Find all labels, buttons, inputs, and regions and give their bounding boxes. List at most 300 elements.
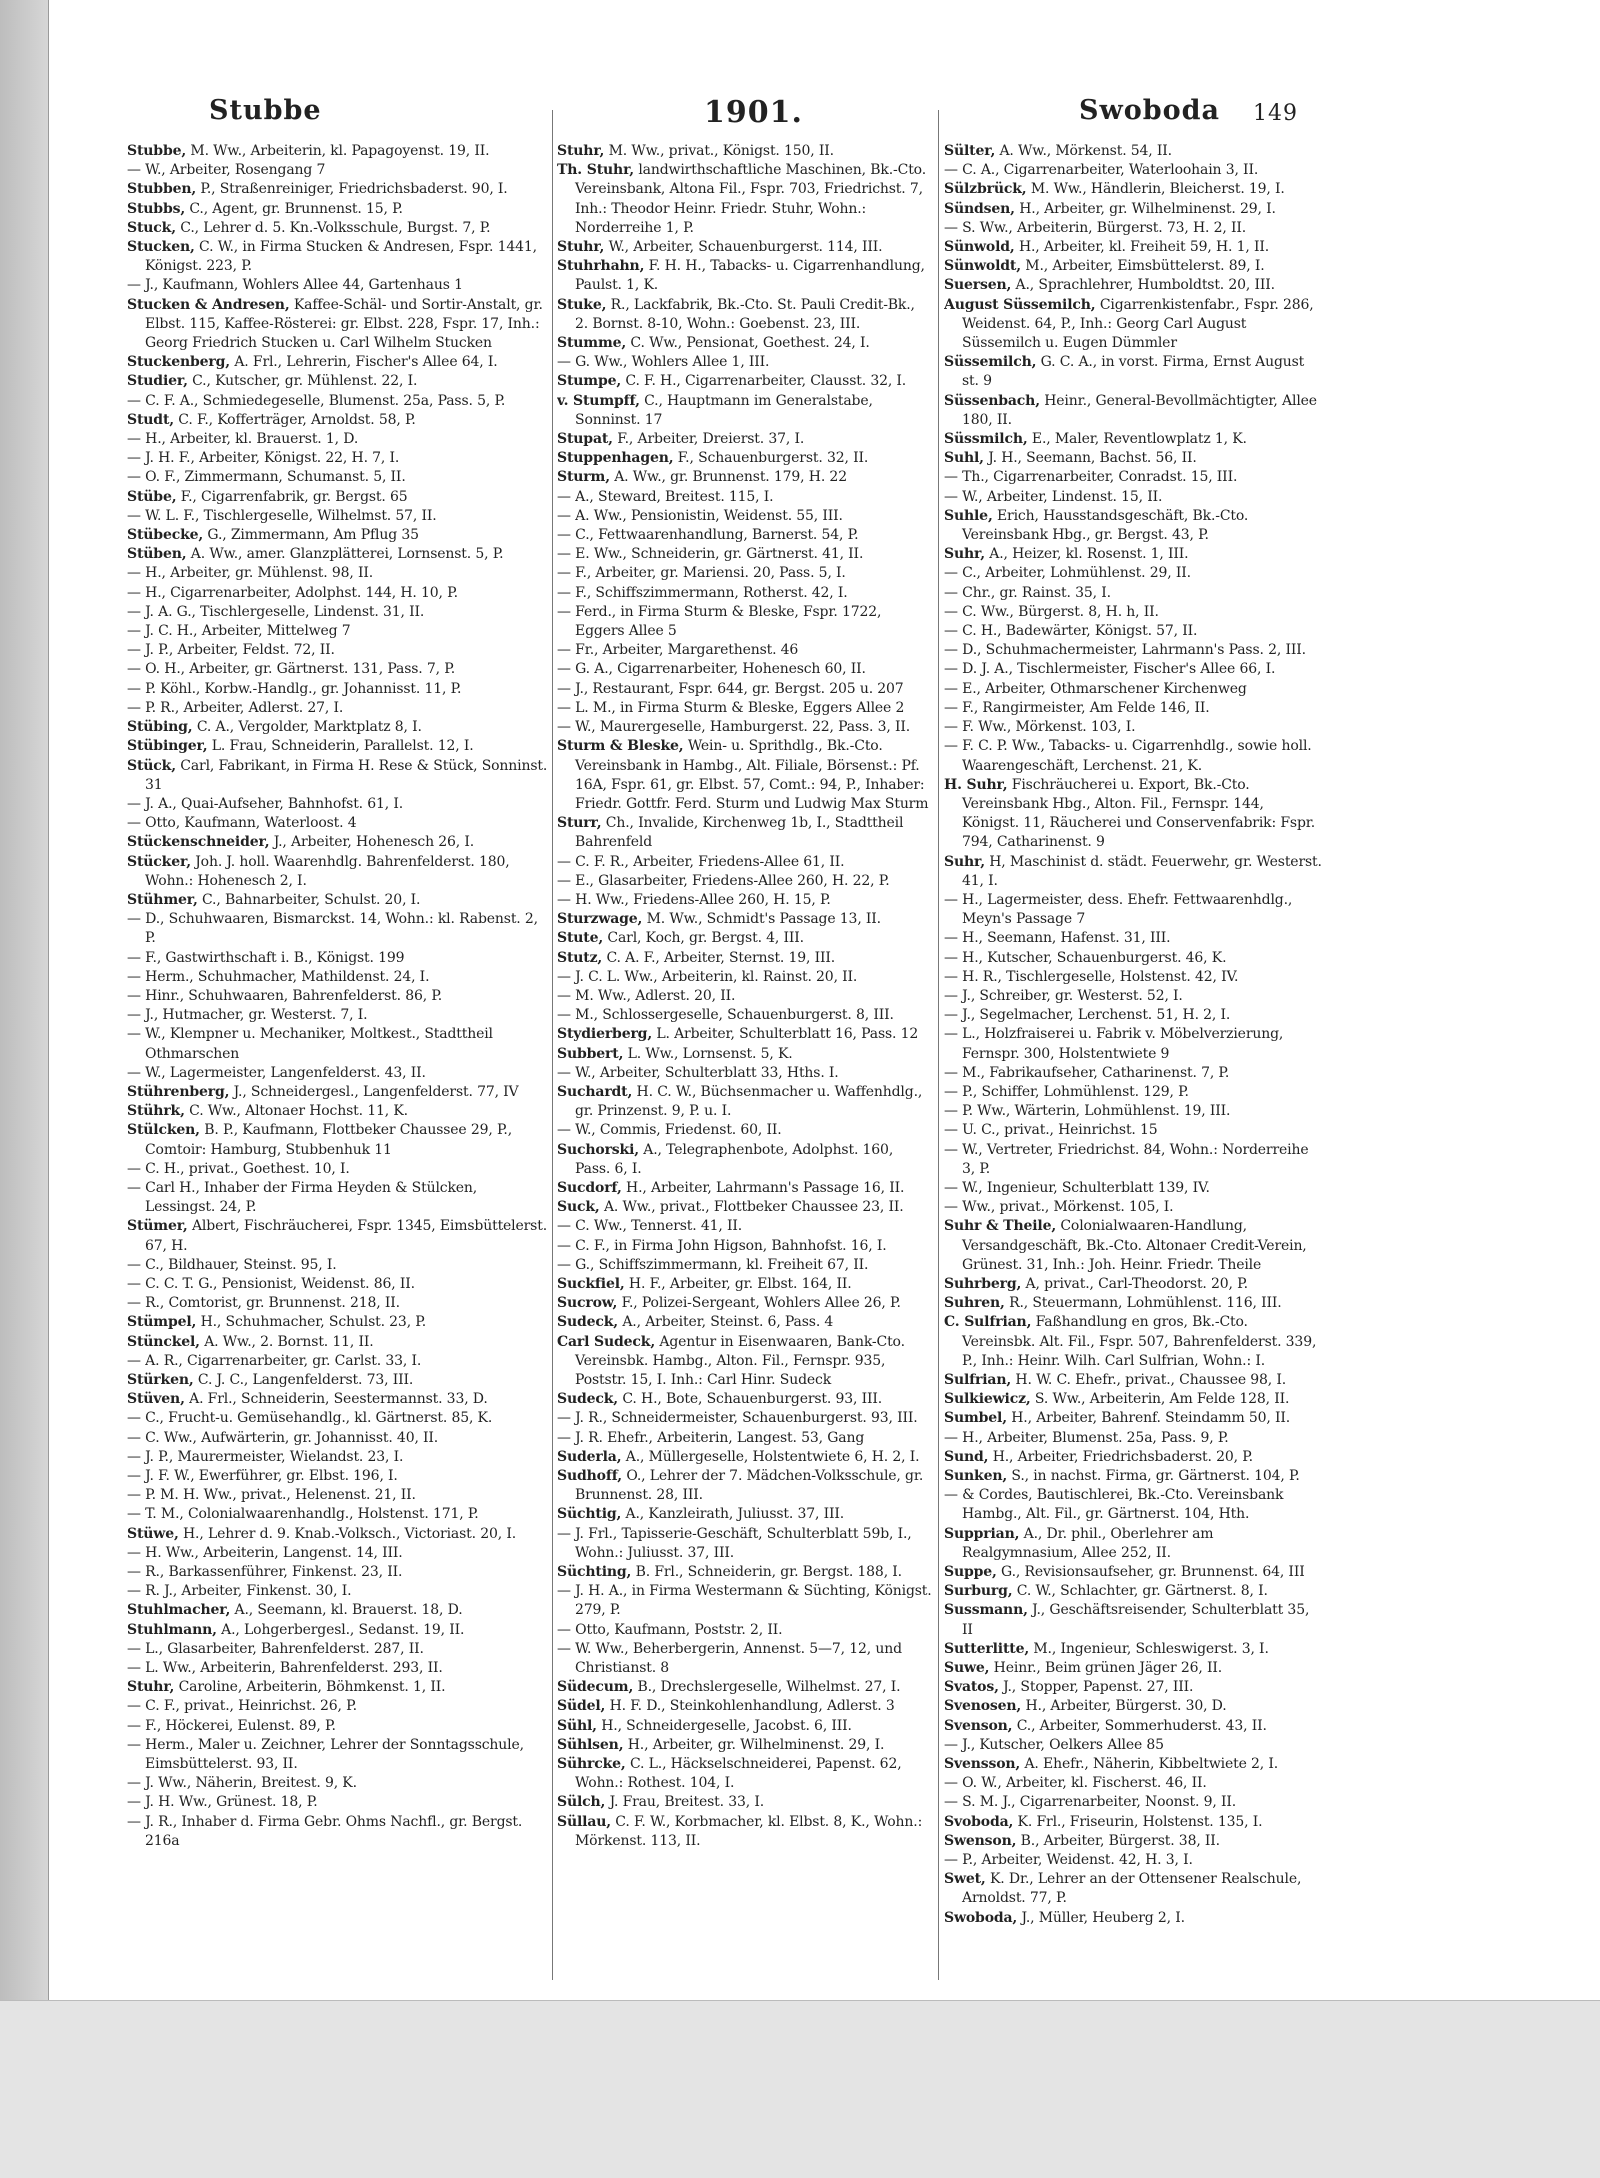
directory-entry xyxy=(944,1659,1324,1678)
directory-entry xyxy=(557,1467,932,1505)
directory-entry xyxy=(127,296,549,354)
directory-entry xyxy=(127,718,549,737)
entry-details: — J. F. W., Ewerführer, gr. Elbst. 196, I. xyxy=(127,1468,398,1485)
entry-name: Stutz, xyxy=(557,949,603,966)
entry-name: Stümpel, xyxy=(127,1314,197,1331)
entry-details: — F., Schiffszimmermann, Rotherst. 42, I. xyxy=(557,584,848,601)
directory-entry xyxy=(557,161,932,238)
directory-entry xyxy=(127,1563,549,1582)
entry-details: — F. Ww., Mörkenst. 103, I. xyxy=(944,719,1136,736)
entry-name: Sulfrian, xyxy=(944,1372,1012,1388)
entry-details: A. Ww., gr. Brunnenst. 179, H. 22 xyxy=(609,469,847,486)
header-year: 1901. xyxy=(704,95,803,130)
entry-details: — F., Höckerei, Eulenst. 89, P. xyxy=(127,1717,336,1734)
directory-entry xyxy=(127,1390,549,1409)
directory-entry xyxy=(557,1505,932,1524)
entry-name: Svatos, xyxy=(944,1679,999,1696)
entry-name: Sührcke, xyxy=(557,1756,626,1773)
entry-details: — Herm., Schuhmacher, Mathildenst. 24, I. xyxy=(127,968,430,985)
directory-entry xyxy=(557,929,932,948)
directory-entry xyxy=(127,949,549,968)
directory-entry xyxy=(944,1390,1324,1409)
directory-entry xyxy=(557,680,932,699)
entry-name: Sudeck, xyxy=(557,1314,619,1331)
directory-entry xyxy=(557,718,932,737)
directory-entry xyxy=(127,1294,549,1313)
entry-details: C. W., Schlachter, gr. Gärtnerst. 8, I. xyxy=(1012,1583,1268,1600)
entry-name: Sünwoldt, xyxy=(944,258,1021,275)
entry-name: Studt, xyxy=(127,411,174,428)
directory-entry xyxy=(127,1409,549,1428)
entry-name: Stupat, xyxy=(557,431,613,448)
entry-details: A. Frl., Schneiderin, Seestermannst. 33, D. xyxy=(184,1391,488,1408)
entry-details: Wein- u. Sprithdlg., Bk.-Cto. Vereinsbank in Hambg., Alt. Filiale, Börsenst.: Pf. 16A, Fspr. 61, gr. Elbst. 57, Comt.: 94, P., Inhaber: Friedr. Gottfr. Ferd. Sturm und Ludwig Max Sturm xyxy=(575,738,929,812)
directory-entry xyxy=(944,1064,1324,1083)
entry-details: F., Schauenburgerst. 32, II. xyxy=(673,450,869,467)
directory-entry xyxy=(944,1371,1324,1390)
entry-details: — C. F. A., Schmiedegeselle, Blumenst. 25a, Pass. 5, P. xyxy=(127,392,506,409)
directory-entry xyxy=(944,891,1324,929)
directory-entry xyxy=(557,1294,932,1313)
entry-details: — P. M. H. Ww., privat., Helenenst. 21, II. xyxy=(127,1487,416,1504)
entry-details: — S. Ww., Arbeiterin, Bürgerst. 73, H. 2, II. xyxy=(944,219,1247,236)
directory-entry xyxy=(944,1467,1324,1486)
entry-name: Surburg, xyxy=(944,1583,1013,1600)
directory-entry xyxy=(944,1102,1324,1121)
entry-details: — Fr., Arbeiter, Margarethenst. 46 xyxy=(557,642,799,659)
entry-name: Suhren, xyxy=(944,1295,1005,1312)
entry-name: Stute, xyxy=(557,930,604,947)
entry-details: Carl, Koch, gr. Bergst. 4, III. xyxy=(603,930,804,947)
directory-entry xyxy=(127,1697,549,1716)
directory-entry xyxy=(127,238,549,276)
entry-details: — P. Köhl., Korbw.-Handlg., gr. Johannisst. 11, P. xyxy=(127,680,462,697)
entry-details: — D. J. A., Tischlermeister, Fischer's Allee 66, I. xyxy=(944,661,1276,678)
entry-details: H., Arbeiter, Friedrichsbaderst. 20, P. xyxy=(988,1448,1253,1465)
entry-details: J., Arbeiter, Hohenesch 26, I. xyxy=(269,834,475,851)
entry-details: M. Ww., Schmidt's Passage 13, II. xyxy=(642,911,881,928)
entry-name: Stubbs, xyxy=(127,200,186,217)
directory-entry xyxy=(557,1563,932,1582)
directory-entry xyxy=(557,891,932,910)
directory-entry xyxy=(127,910,549,948)
entry-details: — C., Frucht-u. Gemüsehandlg., kl. Gärtnerst. 85, K. xyxy=(127,1410,493,1427)
entry-details: C., Arbeiter, Sommerhuderst. 43, II. xyxy=(1012,1717,1267,1734)
directory-entry xyxy=(944,353,1324,391)
entry-name: Stumme, xyxy=(557,335,627,352)
directory-entry xyxy=(557,641,932,660)
directory-entry xyxy=(127,853,549,891)
entry-details: — P., Arbeiter, Weidenst. 42, H. 3, I. xyxy=(944,1852,1193,1869)
directory-entry xyxy=(944,737,1324,775)
entry-name: Suppe, xyxy=(944,1564,997,1581)
directory-entry xyxy=(127,1640,549,1659)
entry-name: Suhr & Theile, xyxy=(944,1218,1057,1235)
entry-details: A. Ww., privat., Flottbeker Chaussee 23, II. xyxy=(599,1199,904,1216)
directory-entry xyxy=(127,449,549,468)
entry-name: Stuhlmacher, xyxy=(127,1602,231,1619)
entry-details: A. Ehefr., Näherin, Kibbeltwiete 2, I. xyxy=(1020,1756,1279,1773)
directory-entry xyxy=(557,1390,932,1409)
directory-entry xyxy=(944,699,1324,718)
directory-entry xyxy=(944,1678,1324,1697)
directory-entry xyxy=(944,1141,1324,1179)
entry-details: J., Schneidergesl., Langenfelderst. 77, IV xyxy=(229,1083,519,1100)
entry-details: Carl, Fabrikant, in Firma H. Rese & Stück, Sonninst. 31 xyxy=(145,757,548,793)
entry-details: — Otto, Kaufmann, Waterloost. 4 xyxy=(127,815,357,832)
entry-details: — R., Comtorist, gr. Brunnenst. 218, II. xyxy=(127,1295,400,1312)
entry-details: A., Seemann, kl. Brauerst. 18, D. xyxy=(230,1602,463,1619)
entry-details: H., Arbeiter, gr. Wilhelminenst. 29, I. xyxy=(1014,200,1276,217)
column-rule-1 xyxy=(552,110,553,1980)
directory-entry xyxy=(557,699,932,718)
entry-name: Südecum, xyxy=(557,1679,634,1696)
directory-entry xyxy=(944,1217,1324,1275)
entry-details: J., Stopper, Papenst. 27, III. xyxy=(998,1679,1194,1696)
entry-details: Heinr., General-Bevollmächtigter, Allee 180, II. xyxy=(962,392,1317,428)
entry-details: — J. C. H., Arbeiter, Mittelweg 7 xyxy=(127,623,351,640)
directory-entry xyxy=(557,987,932,1006)
entry-details: Kaffee-Schäl- und Sortir-Anstalt, gr. Elbst. 115, Kaffee-Rösterei: gr. Elbst. 228, Fspr. 17, Inh.: Georg Friedrich Stucken u. Carl Wilhelm Stucken xyxy=(145,296,543,352)
entry-details: S. Ww., Arbeiterin, Am Felde 128, II. xyxy=(1030,1391,1290,1408)
directory-entry xyxy=(944,1486,1324,1524)
entry-details: — C., Fettwaarenhandlung, Barnerst. 54, P. xyxy=(557,527,859,544)
directory-entry xyxy=(557,910,932,929)
entry-name: Svenosen, xyxy=(944,1698,1022,1715)
entry-details: — J. H. Ww., Grünest. 18, P. xyxy=(127,1794,318,1811)
directory-entry xyxy=(557,1064,932,1083)
entry-details: — J. H. F., Arbeiter, Königst. 22, H. 7, I. xyxy=(127,450,400,467)
directory-entry xyxy=(557,1025,932,1044)
entry-details: — C. Ww., Tennerst. 41, II. xyxy=(557,1218,743,1235)
entry-details: — H. Ww., Arbeiterin, Langenst. 14, III. xyxy=(127,1544,403,1561)
entry-name: August Süssemilch, xyxy=(944,296,1096,313)
directory-entry xyxy=(557,872,932,891)
directory-entry xyxy=(557,238,932,257)
entry-details: H. W. C. Ehefr., privat., Chaussee 98, I. xyxy=(1011,1372,1287,1388)
entry-details: M. Ww., privat., Königst. 150, II. xyxy=(604,143,834,159)
entry-name: Sturzwage, xyxy=(557,911,643,928)
directory-entry xyxy=(127,180,549,199)
entry-details: Albert, Fischräucherei, Fspr. 1345, Eimsbüttelerst. 67, H. xyxy=(145,1218,547,1254)
entry-name: H. Suhr, xyxy=(944,776,1008,793)
directory-entry xyxy=(557,488,932,507)
directory-entry xyxy=(557,545,932,564)
directory-entry xyxy=(944,161,1324,180)
directory-entry xyxy=(127,353,549,372)
directory-entry xyxy=(127,1102,549,1121)
entry-name: Sunken, xyxy=(944,1468,1008,1485)
directory-entry xyxy=(944,1697,1324,1716)
entry-details: Agentur in Eisenwaaren, Bank-Cto. Vereinsbk. Hambg., Alton. Fil., Fernspr. 935, Poststr. 15, I. Inh.: Carl Hinr. Sudeck xyxy=(575,1333,905,1388)
entry-name: Stübe, xyxy=(127,488,177,505)
entry-details: O., Lehrer der 7. Mädchen-Volksschule, gr. Brunnenst. 28, III. xyxy=(575,1468,924,1504)
directory-entry xyxy=(557,1409,932,1428)
entry-details: C. H., Bote, Schauenburgerst. 93, III. xyxy=(618,1391,883,1408)
directory-entry xyxy=(944,1640,1324,1659)
directory-entry xyxy=(557,1621,932,1640)
entry-name: Sumbel, xyxy=(944,1410,1007,1427)
directory-entry xyxy=(127,411,549,430)
entry-details: C. A., Vergolder, Marktplatz 8, I. xyxy=(192,719,422,736)
entry-name: Sudhoff, xyxy=(557,1468,623,1485)
entry-details: C. F. W., Korbmacher, kl. Elbst. 8, K., Wohn.: Mörkenst. 113, II. xyxy=(575,1813,923,1849)
directory-entry xyxy=(557,1313,932,1332)
entry-details: S., in nachst. Firma, gr. Gärtnerst. 104, P. xyxy=(1007,1468,1300,1485)
entry-details: — J., Restaurant, Fspr. 644, gr. Bergst. 205 u. 207 xyxy=(557,680,904,697)
entry-details: — M., Schlossergeselle, Schauenburgerst. 8, III. xyxy=(557,1007,894,1024)
entry-details: — C. H., Badewärter, Königst. 57, II. xyxy=(944,623,1198,640)
entry-details: W., Arbeiter, Schauenburgerst. 114, III. xyxy=(604,239,883,256)
directory-entry xyxy=(944,776,1324,853)
entry-details: — T. M., Colonialwaarenhandlg., Holstenst. 171, P. xyxy=(127,1506,479,1523)
entry-details: R., Steuermann, Lohmühlenst. 116, III. xyxy=(1004,1295,1282,1312)
column-rule-2 xyxy=(938,110,939,1980)
directory-entry xyxy=(944,929,1324,948)
entry-details: — J. A., Quai-Aufseher, Bahnhofst. 61, I. xyxy=(127,795,404,812)
directory-entry xyxy=(557,392,932,430)
directory-entry xyxy=(944,660,1324,679)
entry-details: — W., Ingenieur, Schulterblatt 139, IV. xyxy=(944,1179,1210,1196)
directory-entry xyxy=(127,680,549,699)
scan-bottom-margin xyxy=(0,2000,1600,2178)
directory-entry xyxy=(127,430,549,449)
directory-entry xyxy=(127,1793,549,1812)
entry-details: — Chr., gr. Rainst. 35, I. xyxy=(944,584,1111,601)
entry-name: Sülzbrück, xyxy=(944,181,1027,198)
directory-entry xyxy=(944,1525,1324,1563)
directory-entry xyxy=(944,622,1324,641)
directory-entry xyxy=(127,699,549,718)
directory-entry xyxy=(127,603,549,622)
entry-details: P., Straßenreiniger, Friedrichsbaderst. 90, I. xyxy=(196,181,508,198)
directory-entry xyxy=(944,641,1324,660)
directory-entry xyxy=(557,660,932,679)
page-header xyxy=(49,95,1600,135)
entry-details: — J., Schreiber, gr. Westerst. 52, I. xyxy=(944,987,1183,1004)
entry-details: — J. Ww., Näherin, Breitest. 9, K. xyxy=(127,1775,357,1792)
directory-entry xyxy=(127,1256,549,1275)
entry-details: — O. H., Arbeiter, gr. Gärtnerst. 131, Pass. 7, P. xyxy=(127,661,456,678)
directory-entry xyxy=(944,1275,1324,1294)
directory-entry xyxy=(127,1025,549,1063)
entry-name: Suchorski, xyxy=(557,1141,639,1158)
directory-entry xyxy=(944,1563,1324,1582)
entry-details: — C. C. T. G., Pensionist, Weidenst. 86, II. xyxy=(127,1275,415,1292)
directory-entry xyxy=(944,1870,1324,1908)
directory-entry xyxy=(127,1601,549,1620)
entry-details: A., Kanzleirath, Juliusst. 37, III. xyxy=(621,1506,845,1523)
directory-entry xyxy=(557,1141,932,1179)
entry-details: J. H., Seemann, Bachst. 56, II. xyxy=(983,450,1197,467)
column-2 xyxy=(557,142,932,1972)
directory-entry xyxy=(944,1198,1324,1217)
entry-name: Stührenberg, xyxy=(127,1083,230,1100)
entry-name: Sturm, xyxy=(557,469,610,486)
entry-details: E., Maler, Reventlowplatz 1, K. xyxy=(1027,431,1247,448)
entry-details: A. Ww., amer. Glanzplätterei, Lornsenst. 5, P. xyxy=(186,546,504,563)
directory-entry xyxy=(127,1582,549,1601)
directory-page xyxy=(48,0,1600,2000)
entry-name: Stucken, xyxy=(127,239,195,256)
entry-details: A. Frl., Lehrerin, Fischer's Allee 64, I. xyxy=(230,354,498,371)
entry-details: — W., Commis, Friedenst. 60, II. xyxy=(557,1122,782,1139)
entry-name: Th. Stuhr, xyxy=(557,162,635,179)
entry-name: Stüben, xyxy=(127,546,187,563)
entry-details: — W., Arbeiter, Schulterblatt 33, Hths. I. xyxy=(557,1064,839,1081)
directory-entry xyxy=(557,1525,932,1563)
entry-details: — F., Rangirmeister, Am Felde 146, II. xyxy=(944,699,1210,716)
entry-details: H., Schneidergeselle, Jacobst. 6, III. xyxy=(596,1717,852,1734)
entry-details: — J., Kaufmann, Wohlers Allee 44, Gartenhaus 1 xyxy=(127,277,463,294)
entry-details: C. Ww., Pensionat, Goethest. 24, I. xyxy=(626,335,870,352)
directory-entry xyxy=(557,603,932,641)
entry-details: — E., Arbeiter, Othmarschener Kirchenweg xyxy=(944,680,1247,697)
directory-entry xyxy=(127,468,549,487)
entry-details: F., Polizei-Sergeant, Wohlers Allee 26, P. xyxy=(617,1295,901,1312)
entry-name: Studier, xyxy=(127,373,188,390)
directory-entry xyxy=(127,833,549,852)
entry-details: — W., Vertreter, Friedrichst. 84, Wohn.: Norderreihe 3, P. xyxy=(944,1141,1309,1177)
entry-name: Stühmer, xyxy=(127,891,198,908)
directory-entry xyxy=(557,507,932,526)
entry-details: — G. Ww., Wohlers Allee 1, III. xyxy=(557,354,770,371)
entry-name: Süchting, xyxy=(557,1564,632,1581)
entry-details: H., Arbeiter, Bahrenf. Steindamm 50, II. xyxy=(1006,1410,1291,1427)
directory-entry xyxy=(127,1813,549,1851)
entry-details: J. Frau, Breitest. 33, I. xyxy=(605,1794,765,1811)
directory-entry xyxy=(557,1640,932,1678)
entry-details: — H., Arbeiter, gr. Mühlenst. 98, II. xyxy=(127,565,374,582)
entry-name: Suckfiel, xyxy=(557,1275,625,1292)
entry-details: — J. C. L. Ww., Arbeiterin, kl. Rainst. 20, II. xyxy=(557,968,858,985)
entry-details: — A. R., Cigarrenarbeiter, gr. Carlst. 33, I. xyxy=(127,1352,422,1369)
entry-name: Stuck, xyxy=(127,219,176,236)
directory-entry xyxy=(944,1582,1324,1601)
entry-name: Stülcken, xyxy=(127,1122,200,1139)
directory-entry xyxy=(127,1179,549,1217)
entry-details: — J. Frl., Tapisserie-Geschäft, Schulterblatt 59b, I., Wohn.: Juliusst. 37, III. xyxy=(557,1525,912,1561)
entry-details: C. F. H., Cigarrenarbeiter, Clausst. 32, I. xyxy=(621,373,907,390)
directory-entry xyxy=(944,180,1324,199)
directory-entry xyxy=(127,564,549,583)
directory-entry xyxy=(127,1505,549,1524)
directory-entry xyxy=(127,526,549,545)
entry-details: Joh. J. holl. Waarenhdlg. Bahrenfelderst. 180, Wohn.: Hohenesch 2, I. xyxy=(145,853,510,889)
directory-entry xyxy=(944,1429,1324,1448)
directory-entry xyxy=(127,1678,549,1697)
entry-name: Sühlsen, xyxy=(557,1736,624,1753)
directory-entry xyxy=(944,987,1324,1006)
entry-name: Stünckel, xyxy=(127,1333,200,1350)
entry-name: Suhrberg, xyxy=(944,1275,1022,1292)
directory-entry xyxy=(944,257,1324,276)
entry-name: Sturm & Bleske, xyxy=(557,738,684,755)
directory-entry xyxy=(127,1217,549,1255)
entry-details: — Ferd., in Firma Sturm & Bleske, Fspr. 1722, Eggers Allee 5 xyxy=(557,603,882,640)
entry-name: Stübecke, xyxy=(127,527,204,544)
entry-details: — H., Arbeiter, kl. Brauerst. 1, D. xyxy=(127,431,359,448)
entry-details: A., Telegraphenbote, Adolphst. 160, Pass. 6, I. xyxy=(575,1141,894,1177)
entry-details: H., Arbeiter, kl. Freiheit 59, H. 1, II. xyxy=(1014,239,1270,256)
directory-entry xyxy=(557,334,932,353)
directory-entry xyxy=(557,142,932,161)
directory-entry xyxy=(557,430,932,449)
entry-name: Swet, xyxy=(944,1871,986,1888)
entry-name: Sünwold, xyxy=(944,239,1015,256)
entry-name: Sturr, xyxy=(557,815,602,832)
directory-entry xyxy=(944,968,1324,987)
entry-name: Stuhlmann, xyxy=(127,1621,217,1638)
entry-name: Stüwe, xyxy=(127,1525,179,1542)
entry-details: — H., Cigarrenarbeiter, Adolphst. 144, H. 10, P. xyxy=(127,584,458,601)
directory-entry xyxy=(557,1237,932,1256)
directory-entry xyxy=(557,257,932,295)
entry-details: C., Bahnarbeiter, Schulst. 20, I. xyxy=(197,891,421,908)
entry-details: — H. Ww., Friedens-Allee 260, H. 15, P. xyxy=(557,891,831,908)
directory-entry xyxy=(557,737,932,814)
entry-details: A. Ww., Mörkenst. 54, II. xyxy=(995,143,1172,159)
entry-details: — C. F. R., Arbeiter, Friedens-Allee 61, II. xyxy=(557,853,845,870)
entry-details: — R. J., Arbeiter, Finkenst. 30, I. xyxy=(127,1583,352,1600)
entry-details: — C., Bildhauer, Steinst. 95, I. xyxy=(127,1256,337,1273)
entry-details: landwirthschaftliche Maschinen, Bk.-Cto. Vereinsbank, Altona Fil., Fspr. 703, Friedrichst. 7, Inh.: Theodor Heinr. Friedr. Stuhr, Wohn.: Norderreihe 1, P. xyxy=(575,162,927,236)
directory-entry xyxy=(557,1448,932,1467)
entry-details: A., Lohgerbergesl., Sedanst. 19, II. xyxy=(216,1621,465,1638)
entry-details: H., Lehrer d. 9. Knab.-Volksch., Victoriast. 20, I. xyxy=(178,1525,517,1542)
entry-details: — C., Arbeiter, Lohmühlenst. 29, II. xyxy=(944,565,1191,582)
entry-details: — J. R. Ehefr., Arbeiterin, Langest. 53, Gang xyxy=(557,1429,865,1446)
directory-entry xyxy=(127,1448,549,1467)
entry-details: — Th., Cigarrenarbeiter, Conradst. 15, III. xyxy=(944,469,1238,486)
directory-entry xyxy=(557,949,932,968)
entry-details: Fischräucherei u. Export, Bk.-Cto. Vereinsbank Hbg., Alton. Fil., Fernspr. 144, Königst. 11, Räucherei und Conservenfabrik: Fspr. 794, Catharinenst. 9 xyxy=(962,776,1316,851)
entry-details: — Otto, Kaufmann, Poststr. 2, II. xyxy=(557,1621,783,1638)
entry-name: Suderla, xyxy=(557,1448,622,1465)
entry-name: Stuke, xyxy=(557,296,607,313)
directory-entry xyxy=(557,526,932,545)
entry-name: Stuppenhagen, xyxy=(557,450,674,467)
directory-entry xyxy=(127,737,549,756)
entry-name: Subbert, xyxy=(557,1045,624,1062)
entry-details: — Ww., privat., Mörkenst. 105, I. xyxy=(944,1199,1174,1216)
directory-entry xyxy=(127,507,549,526)
entry-name: Suhle, xyxy=(944,507,993,524)
entry-details: — Carl H., Inhaber der Firma Heyden & Stülcken, Lessingst. 24, P. xyxy=(127,1179,478,1216)
entry-details: — L., Holzfraiserei u. Fabrik v. Möbelverzierung, Fernspr. 300, Holstentwiete 9 xyxy=(944,1026,1284,1062)
directory-entry xyxy=(127,1659,549,1678)
entry-name: Stück, xyxy=(127,757,176,774)
entry-name: Suersen, xyxy=(944,277,1012,294)
directory-entry xyxy=(557,1793,932,1812)
entry-details: — W., Klempner u. Mechaniker, Moltkest., Stadttheil Othmarschen xyxy=(127,1026,493,1062)
entry-name: Stürken, xyxy=(127,1372,194,1388)
entry-details: — H., Arbeiter, Blumenst. 25a, Pass. 9, P. xyxy=(944,1429,1229,1446)
directory-entry xyxy=(127,545,549,564)
entry-details: Erich, Hausstandsgeschäft, Bk.-Cto. Vereinsbank Hbg., gr. Bergst. 43, P. xyxy=(962,507,1249,544)
entry-name: Stuckenberg, xyxy=(127,354,231,371)
entry-details: H., Arbeiter, gr. Wilhelminenst. 29, I. xyxy=(623,1736,885,1753)
entry-details: A. Ww., 2. Bornst. 11, II. xyxy=(199,1333,374,1350)
entry-details: — R., Barkassenführer, Finkenst. 23, II. xyxy=(127,1564,403,1581)
directory-entry xyxy=(127,987,549,1006)
directory-entry xyxy=(944,1601,1324,1639)
entry-details: M., Ingenieur, Schleswigerst. 3, I. xyxy=(1029,1640,1269,1657)
directory-entry xyxy=(127,142,549,161)
entry-details: — H. R., Tischlergeselle, Holstenst. 42, IV. xyxy=(944,968,1239,985)
directory-entry xyxy=(557,1755,932,1793)
directory-entry xyxy=(944,142,1324,161)
